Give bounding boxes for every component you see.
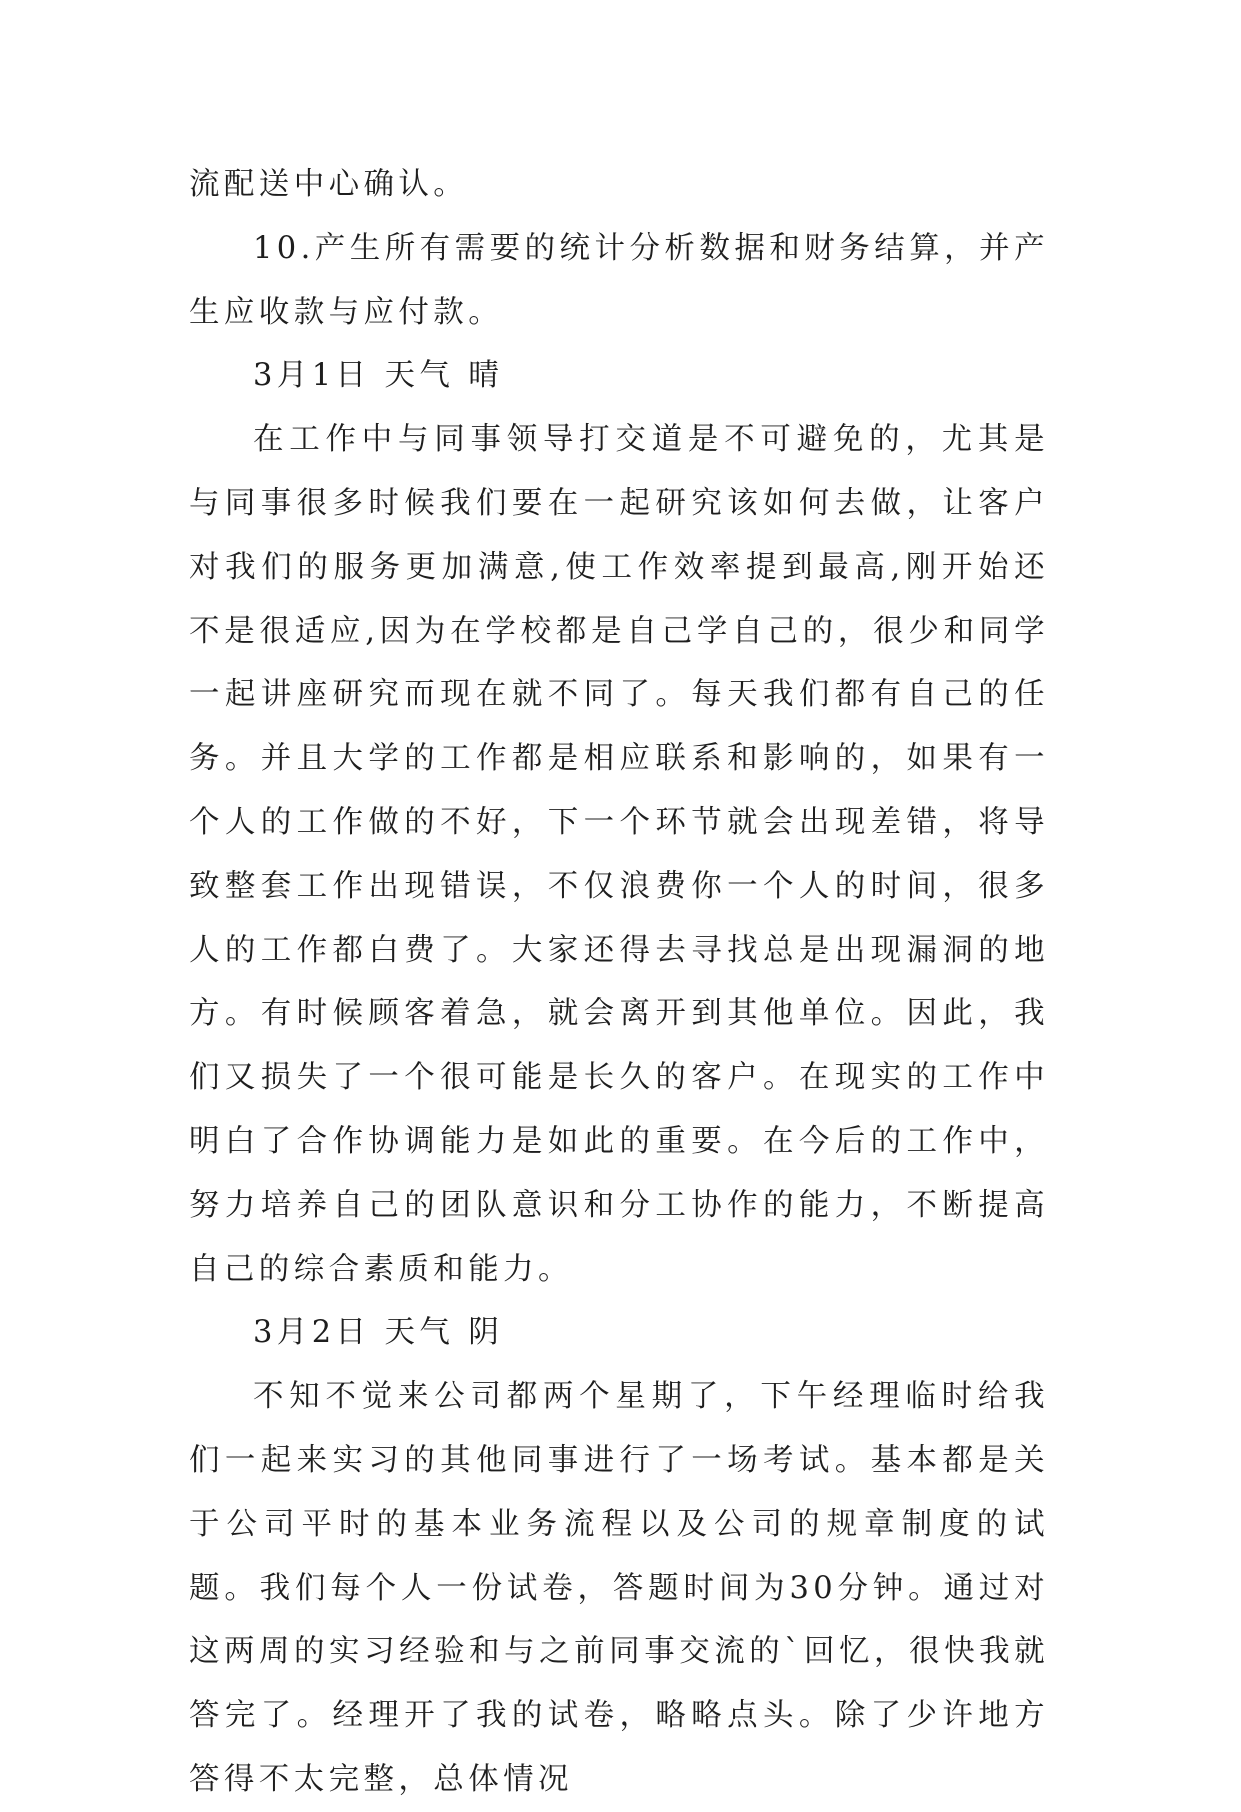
diary-date-march-1: 3月1日 天气 晴 (253, 358, 504, 394)
diary-date-march-2: 3月2日 天气 阴 (253, 1315, 504, 1351)
document-body (189, 153, 1049, 1812)
paragraph-continuation: 流配送中心确认。 (189, 167, 469, 202)
paragraph-item-10: 10.产生所有需要的统计分析数据和财务结算，并产生应收款与应付款。 (189, 230, 1049, 330)
paragraph-exam: 不知不觉来公司都两个星期了，下午经理临时给我们一起来实习的其他同事进行了一场考试。基本都是关于公司平时的基本业务流程以及公司的规章制度的试题。我们每个人一份试卷，答题时间为30分钟。通过对这两周的实习经验和与之前同事交流的`回忆，很快我就答完了。经理开了我的试卷，略略点头。除了少许地方答得不太完整，总体情况 (189, 1379, 1049, 1797)
paragraph-teamwork: 在工作中与同事领导打交道是不可避免的，尤其是与同事很多时候我们要在一起研究该如何去做，让客户对我们的服务更加满意,使工作效率提到最高,刚开始还不是很适应,因为在学校都是自己学自己的，很少和同学一起讲座研究而现在就不同了。每天我们都有自己的任务。并且大学的工作都是相应联系和影响的，如果有一个人的工作做的不好，下一个环节就会出现差错，将导致整套工作出现错误，不仅浪费你一个人的时间，很多人的工作都白费了。大家还得去寻找总是出现漏洞的地方。有时候顾客着急，就会离开到其他单位。因此，我们又损失了一个很可能是长久的客户。在现实的工作中明白了合作协调能力是如此的重要。在今后的工作中，努力培养自己的团队意识和分工协作的能力，不断提高自己的综合素质和能力。 (189, 422, 1049, 1287)
